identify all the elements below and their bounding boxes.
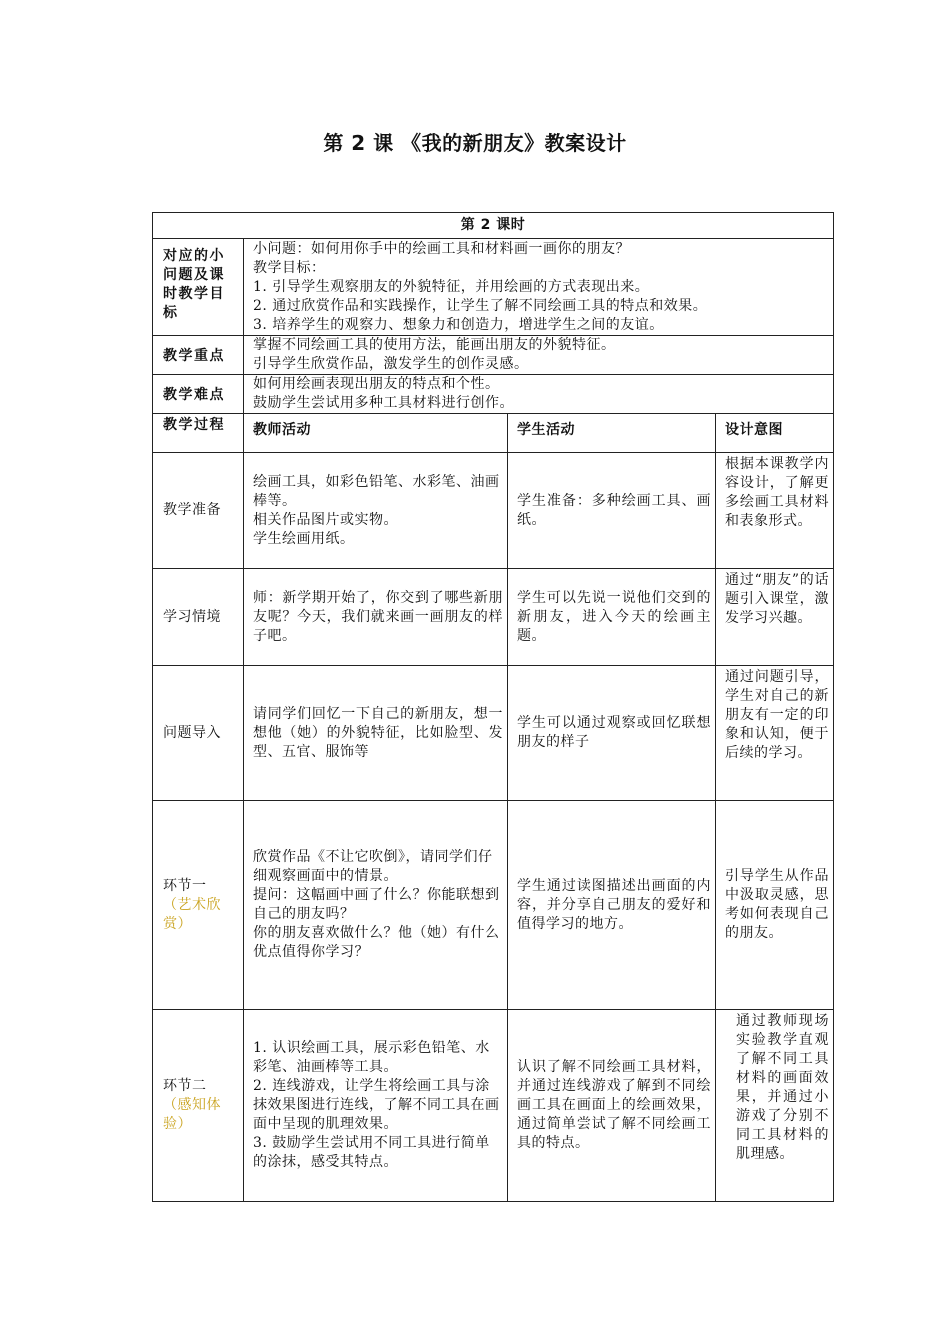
difficulty-label: 教学难点 [153, 375, 244, 414]
stage-cell [153, 801, 244, 1010]
lesson-plan-table [152, 212, 834, 1202]
student-activity: 学生通过读图描述出画面的内容，并分享自己朋友的爱好和值得学习的地方。 [508, 801, 716, 1010]
design-intent: 根据本课教学内容设计，了解更多绘画工具材料和表象形式。 [716, 453, 834, 569]
design-intent-header: 设计意图 [716, 414, 834, 453]
teacher-activity: 绘画工具，如彩色铅笔、水彩笔、油画棒等。 相关作品图片或实物。 学生绘画用纸。 [244, 453, 508, 569]
design-intent: 通过问题引导，学生对自己的新朋友有一定的印象和认知，便于后续的学习。 [716, 666, 834, 801]
teacher-activity: 1. 认识绘画工具，展示彩色铅笔、水彩笔、油画棒等工具。 2. 连线游戏，让学生将绘画工具与涂抹效果图进行连线，了解不同工具在画面中呈现的肌理效果。 3. 鼓励学生尝试用不同工具进行简单的涂抹，感受其特点。 [244, 1010, 508, 1202]
goals-line: 3. 培养学生的观察力、想象力和创造力，增进学生之间的友谊。 [253, 317, 664, 333]
stage-name: 教学准备 [153, 453, 244, 569]
stage-name: 问题导入 [153, 666, 244, 801]
stage-row [153, 453, 834, 569]
difficulty-content [244, 375, 834, 414]
key-point-line: 引导学生欣赏作品，激发学生的创作灵感。 [253, 356, 529, 372]
stage-cell [153, 1010, 244, 1202]
process-header-row [153, 414, 834, 453]
student-activity: 认识了解不同绘画工具材料，并通过连线游戏了解到不同绘画工具在画面上的绘画效果，通过简单尝试了解不同绘画工具的特点。 [508, 1010, 716, 1202]
goals-row [153, 239, 834, 336]
teacher-activity: 欣赏作品《不让它吹倒》，请同学们仔细观察画面中的情景。 提问：这幅画中画了什么？你能联想到自己的朋友吗？ 你的朋友喜欢做什么？他（她）有什么优点值得你学习？ [244, 801, 508, 1010]
session-label: 第 2 课时 [153, 213, 834, 239]
design-intent: 通过“朋友”的话题引入课堂，激发学习兴趣。 [716, 569, 834, 666]
difficulty-line: 如何用绘画表现出朋友的特点和个性。 [253, 376, 500, 392]
goals-line: 1. 引导学生观察朋友的外貌特征，并用绘画的方式表现出来。 [253, 279, 650, 295]
teacher-activity: 请同学们回忆一下自己的新朋友，想一想他（她）的外貌特征，比如脸型、发型、五官、服饰等 [244, 666, 508, 801]
student-activity: 学生可以通过观察或回忆联想朋友的样子 [508, 666, 716, 801]
key-point-line: 掌握不同绘画工具的使用方法，能画出朋友的外貌特征。 [253, 337, 616, 353]
stage-subtitle: （艺术欣赏） [163, 896, 221, 932]
student-activity: 学生可以先说一说他们交到的新朋友，进入今天的绘画主题。 [508, 569, 716, 666]
goals-line: 教学目标： [253, 260, 326, 276]
teacher-activity-header: 教师活动 [244, 414, 508, 453]
process-label: 教学过程 [153, 414, 244, 453]
stage-name: 环节一 [163, 877, 207, 894]
stage-row [153, 1010, 834, 1202]
stage-name: 学习情境 [153, 569, 244, 666]
key-points-content [244, 336, 834, 375]
goals-line: 小问题：如何用你手中的绘画工具和材料画一画你的朋友？ [253, 241, 630, 257]
difficulty-row [153, 375, 834, 414]
stage-row [153, 666, 834, 801]
student-activity-header: 学生活动 [508, 414, 716, 453]
stage-name: 环节二 [163, 1078, 207, 1094]
design-intent: 引导学生从作品中汲取灵感，思考如何表现自己的朋友。 [716, 801, 834, 1010]
session-row [153, 213, 834, 239]
design-intent: 通过教师现场实验教学直观了解不同工具材料的画面效果，并通过小游戏了分别不同工具材料的肌理感。 [716, 1010, 834, 1202]
key-points-label: 教学重点 [153, 336, 244, 375]
student-activity: 学生准备：多种绘画工具、画纸。 [508, 453, 716, 569]
stage-row [153, 569, 834, 666]
stage-row [153, 801, 834, 1010]
key-points-row [153, 336, 834, 375]
goals-line: 2. 通过欣赏作品和实践操作，让学生了解不同绘画工具的特点和效果。 [253, 298, 708, 314]
goals-content [244, 239, 834, 336]
teacher-activity: 师：新学期开始了，你交到了哪些新朋友呢？今天，我们就来画一画朋友的样子吧。 [244, 569, 508, 666]
page-title: 第 2 课 《我的新朋友》教案设计 [323, 131, 627, 155]
difficulty-line: 鼓励学生尝试用多种工具材料进行创作。 [253, 395, 514, 411]
goals-label: 对应的小问题及课时教学目标 [153, 239, 244, 336]
stage-subtitle: （感知体验） [163, 1097, 221, 1132]
